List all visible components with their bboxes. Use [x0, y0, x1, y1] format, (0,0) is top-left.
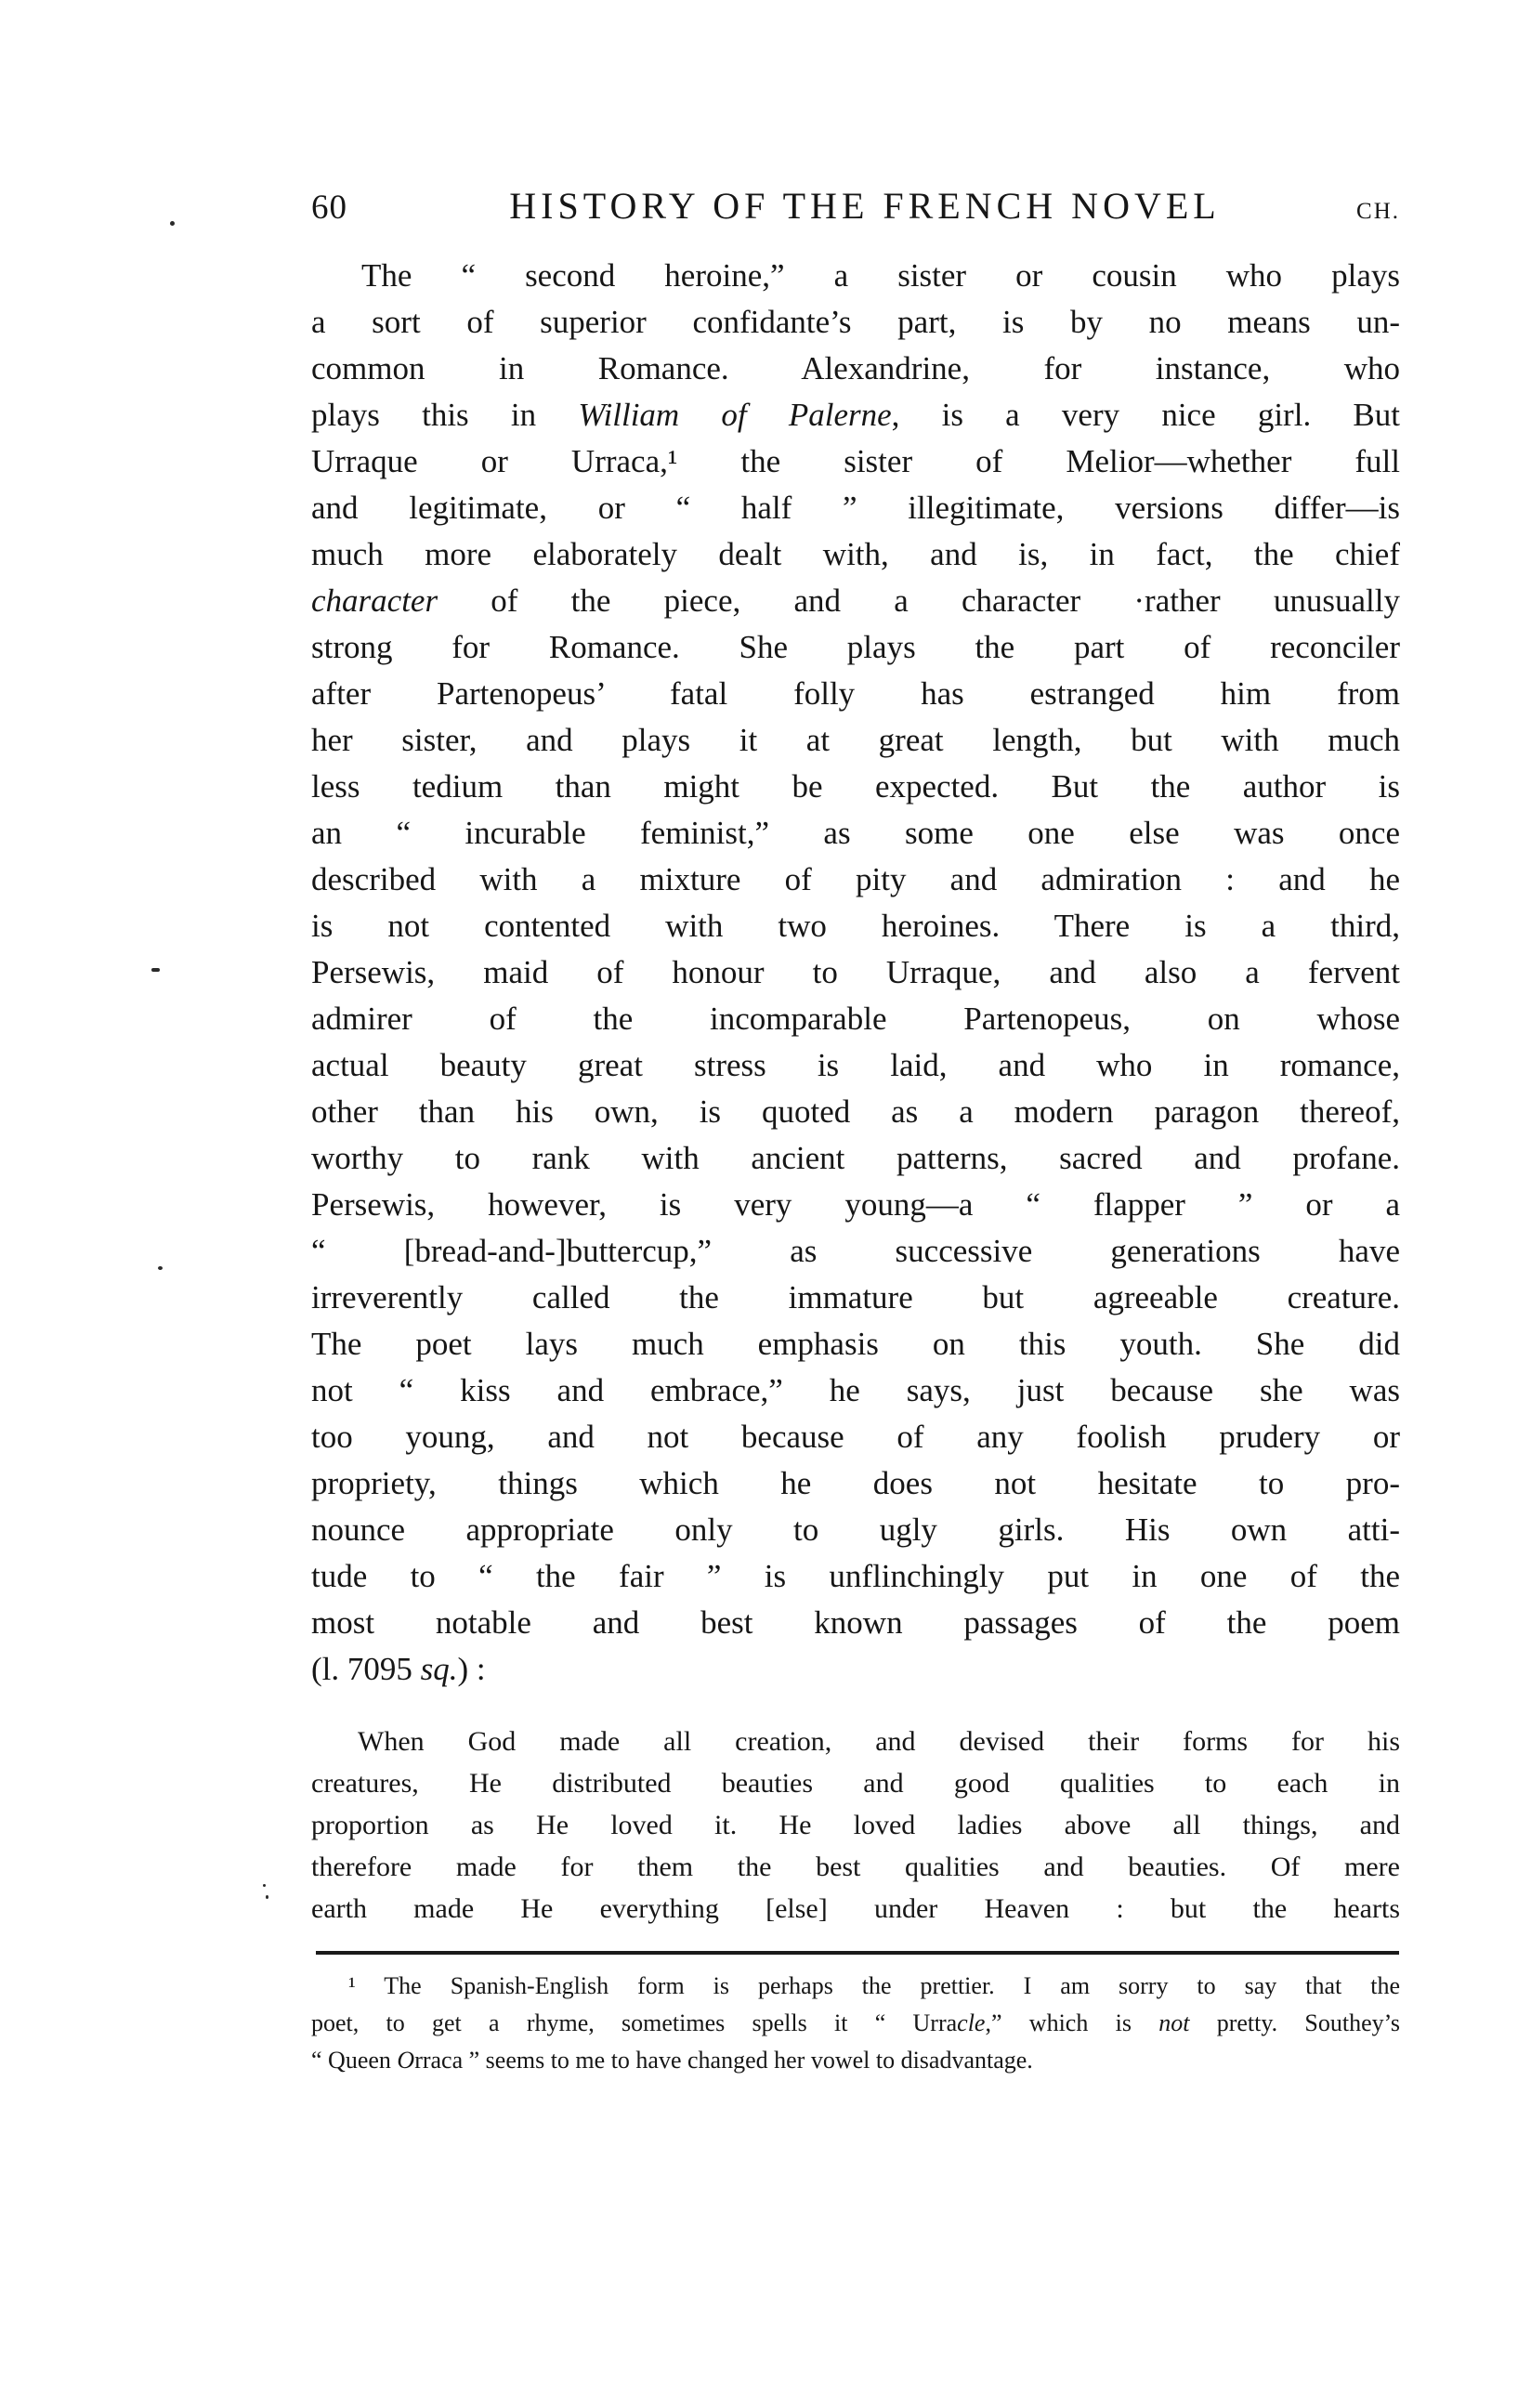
paragraph-line: actual beauty great stress is laid, and who in romance, — [311, 1047, 1400, 1083]
paragraph-line: strong for Romance. She plays the part of reconciler — [311, 629, 1400, 665]
running-title: HISTORY OF THE FRENCH NOVEL — [509, 185, 1221, 227]
paragraph-line: after Partenopeus’ fatal folly has estranged him from — [311, 675, 1400, 712]
block-quote — [311, 1721, 1400, 1930]
paragraph-line: an “ incurable feminist,” as some one else was once — [311, 815, 1400, 851]
paragraph-line: a sort of superior confidante’s part, is by no means un- — [311, 304, 1400, 340]
paragraph-line: described with a mixture of pity and admiration : and he — [311, 861, 1400, 897]
paragraph-line: propriety, things which he does not hesitate to pro- — [311, 1465, 1400, 1501]
scan-speck — [266, 1895, 268, 1899]
quote-line: creatures, He distributed beauties and good qualities to each in — [311, 1768, 1400, 1799]
paragraph-line: Persewis, maid of honour to Urraque, and also a fervent — [311, 954, 1400, 990]
main-paragraph — [311, 253, 1400, 1693]
paragraph-line: The poet lays much emphasis on this youth. She did — [311, 1326, 1400, 1362]
page-number: 60 — [311, 189, 347, 227]
chapter-abbreviation: CH. — [1356, 199, 1400, 224]
paragraph-line: character of the piece, and a character ·rather unusually — [311, 582, 1400, 619]
scan-speck — [170, 221, 175, 226]
scan-speck — [151, 968, 160, 972]
paragraph-line: common in Romance. Alexandrine, for instance, who — [311, 350, 1400, 386]
paragraph-line: Urraque or Urraca,¹ the sister of Melior—whether full — [311, 443, 1400, 479]
paragraph-line: plays this in William of Palerne, is a very nice girl. But — [311, 397, 1400, 433]
footnote-line: ¹ The Spanish-English form is perhaps the prettier. I am sorry to say that the — [348, 1972, 1400, 1999]
paragraph-line: other than his own, is quoted as a modern paragon thereof, — [311, 1093, 1400, 1130]
paragraph-line: worthy to rank with ancient patterns, sacred and profane. — [311, 1140, 1400, 1176]
quote-line: therefore made for them the best qualities and beauties. Of mere — [311, 1852, 1400, 1882]
quote-line: earth made He everything [else] under Heaven : but the hearts — [311, 1893, 1400, 1924]
paragraph-line: too young, and not because of any foolish prudery or — [311, 1419, 1400, 1455]
paragraph-line: most notable and best known passages of the poem — [311, 1604, 1400, 1641]
footnote-rule — [316, 1951, 1399, 1955]
paragraph-line: not “ kiss and embrace,” he says, just because she was — [311, 1372, 1400, 1408]
scan-speck — [158, 1266, 163, 1270]
paragraph-line: nounce appropriate only to ugly girls. His own atti- — [311, 1512, 1400, 1548]
paragraph-line: (l. 7095 sq.) : — [311, 1651, 486, 1687]
quote-line: proportion as He loved it. He loved ladies above all things, and — [311, 1810, 1400, 1840]
paragraph-line: Persewis, however, is very young—a “ flapper ” or a — [311, 1186, 1400, 1223]
footnote — [311, 1968, 1400, 2079]
paragraph-line: “ [bread-and-]buttercup,” as successive generations have — [311, 1233, 1400, 1269]
paragraph-line: admirer of the incomparable Partenopeus, on whose — [311, 1001, 1400, 1037]
footnote-line: “ Queen Orraca ” seems to me to have changed her vowel to disadvantage. — [311, 2047, 1033, 2074]
paragraph-line: The “ second heroine,” a sister or cousin who plays — [361, 257, 1400, 294]
paragraph-line: tude to “ the fair ” is unflinchingly put in one of the — [311, 1558, 1400, 1594]
scan-speck — [263, 1884, 266, 1887]
paragraph-line: much more elaborately dealt with, and is, in fact, the chief — [311, 536, 1400, 572]
footnote-line: poet, to get a rhyme, sometimes spells it “ Urracle,” which is not pretty. Southey’s — [311, 2009, 1400, 2036]
paragraph-line: is not contented with two heroines. There is a third, — [311, 908, 1400, 944]
paragraph-line: her sister, and plays it at great length, but with much — [311, 722, 1400, 758]
running-header — [311, 184, 1400, 228]
paragraph-line: and legitimate, or “ half ” illegitimate, versions differ—is — [311, 490, 1400, 526]
paragraph-line: irreverently called the immature but agreeable creature. — [311, 1279, 1400, 1315]
paragraph-line: less tedium than might be expected. But the author is — [311, 768, 1400, 805]
quote-line: When God made all creation, and devised their forms for his — [358, 1726, 1400, 1757]
